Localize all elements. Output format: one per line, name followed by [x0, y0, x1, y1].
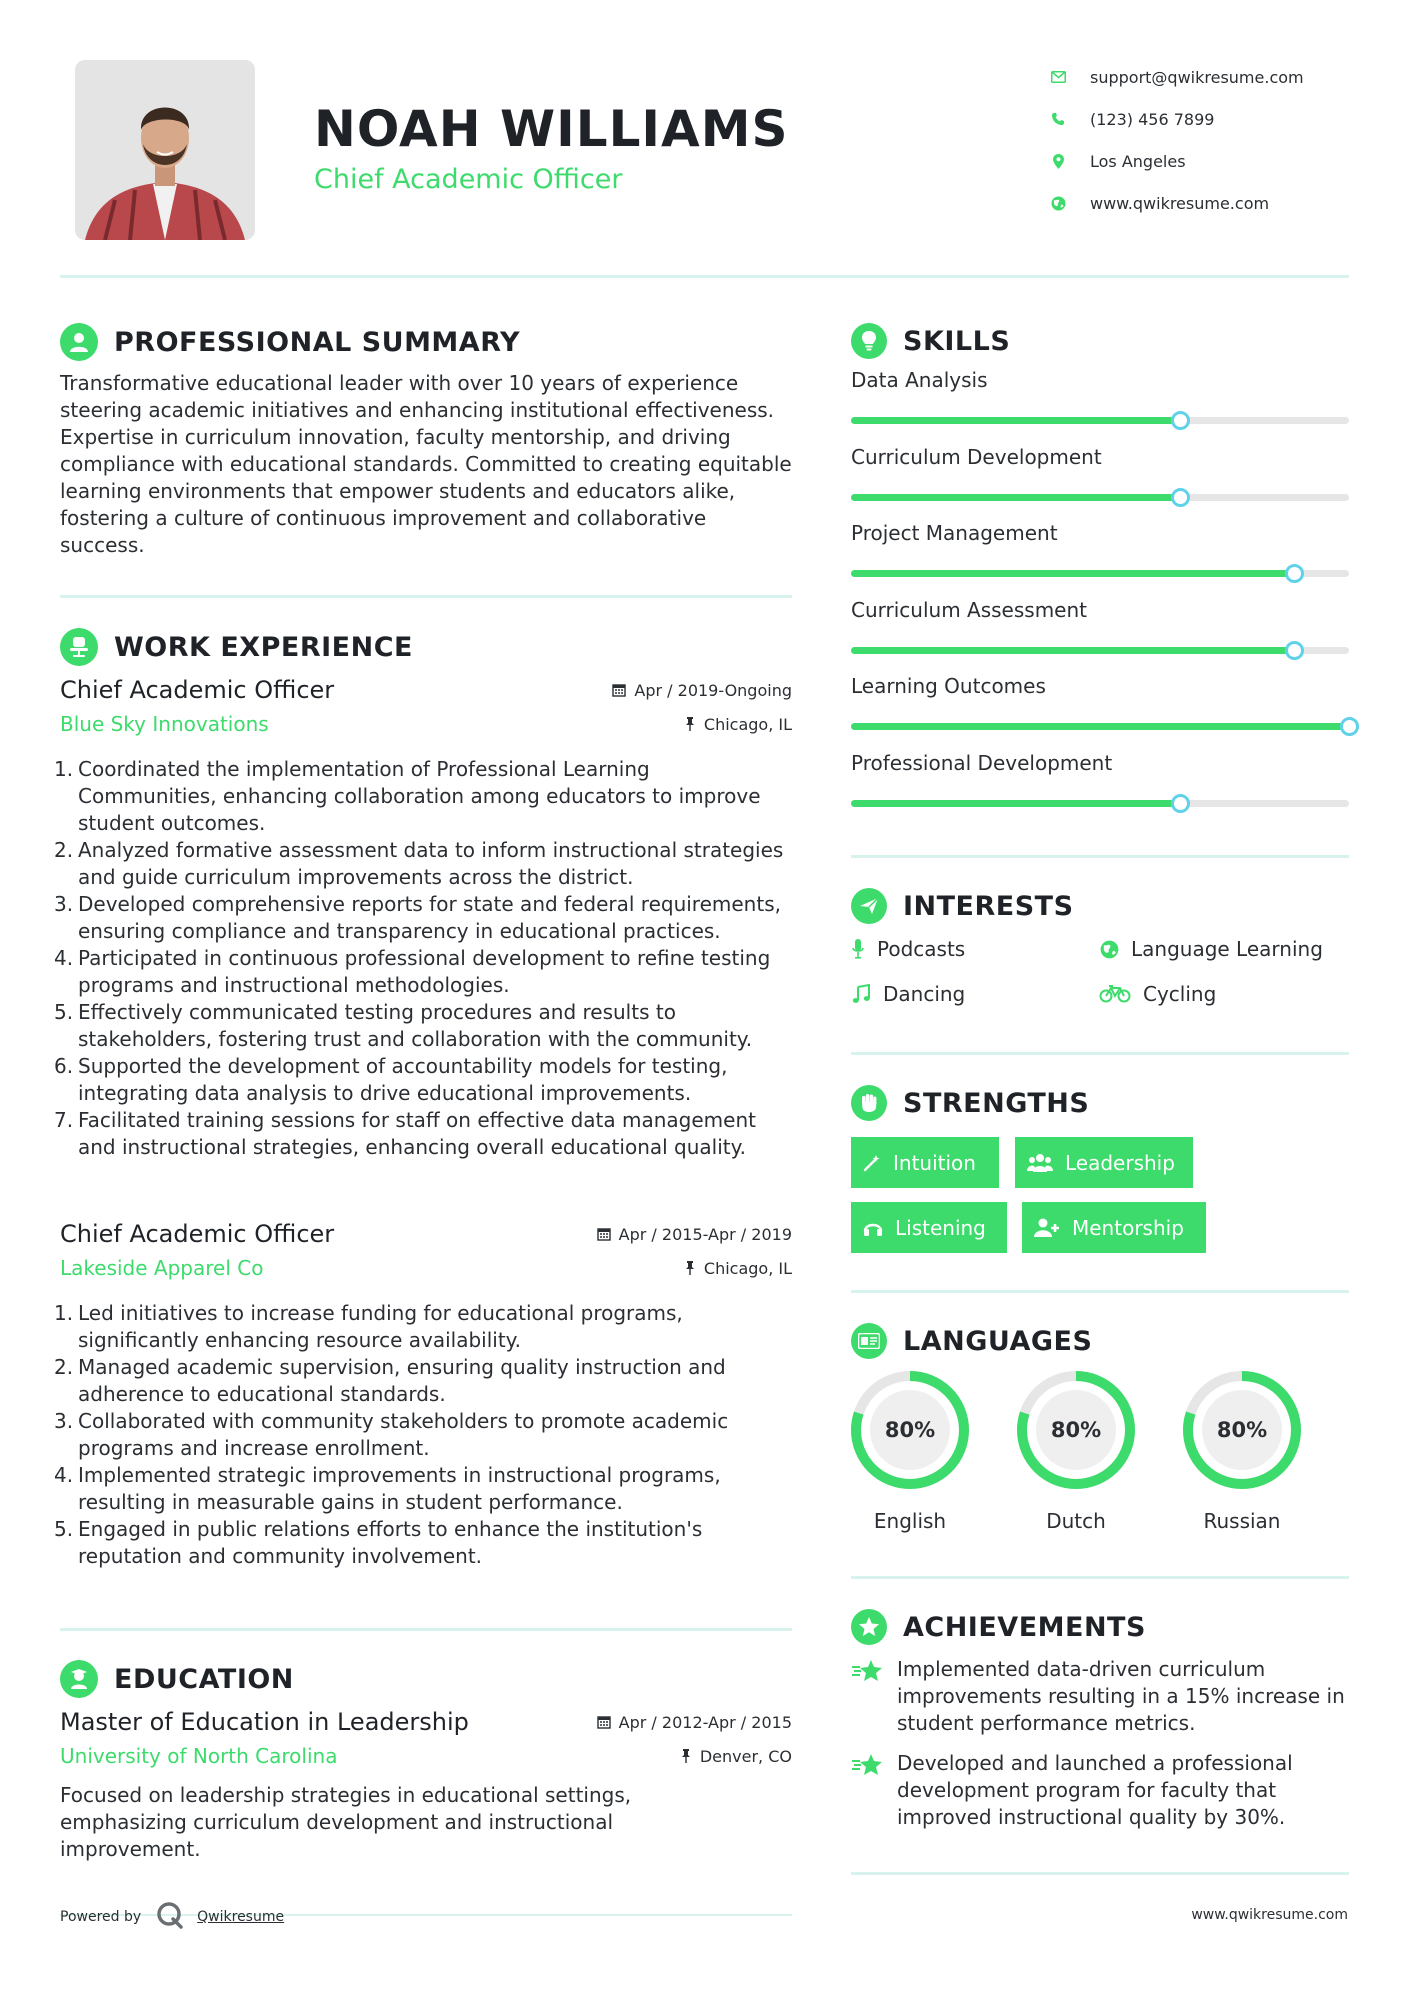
strengths-title: STRENGTHS — [903, 1087, 1090, 1119]
job-company: Blue Sky Innovations — [60, 712, 269, 736]
footer-website[interactable]: www.qwikresume.com — [1191, 1907, 1348, 1923]
degree-title: Master of Education in Leadership — [60, 1708, 469, 1736]
skill-item — [851, 368, 1349, 445]
interests-heading — [851, 888, 1074, 924]
skill-fill — [851, 800, 1180, 807]
calendar-icon — [612, 683, 626, 697]
summary-text: Transformative educational leader with over 10 years of experience steering academic initiatives and enhancing institutional effectiveness. Expertise in curriculum innovation, faculty mentorship, and driving compliance with educational standards. Committed to creating equitable learning environments that empower students and educators alike, fostering a culture of continuous improvement and collaborative success. — [60, 371, 792, 557]
education-description: Focused on leadership strategies in educational settings, emphasizing curriculum development and instructional improvement. — [60, 1783, 632, 1861]
job-dates-text: Apr / 2015-Apr / 2019 — [618, 1224, 792, 1244]
globe-icon — [1050, 195, 1066, 211]
list-item: Participated in continuous professional development to refine testing programs and instructional methodologies. — [78, 946, 771, 997]
list-item: Developed comprehensive reports for state and federal requirements, ensuring compliance and transparency in educational practices. — [78, 892, 781, 943]
header-divider — [60, 275, 1349, 278]
pin-icon — [684, 1261, 696, 1275]
list-item: Collaborated with community stakeholders to promote academic programs and increase enrollment. — [78, 1409, 729, 1460]
strength-label: Intuition — [893, 1150, 976, 1175]
qwikresume-logo-icon — [155, 1900, 185, 1934]
skill-track — [851, 494, 1349, 501]
language-percent: 80% — [884, 1418, 936, 1442]
calendar-icon — [597, 1227, 611, 1241]
language-dutch — [1015, 1369, 1137, 1533]
language-name: Russian — [1203, 1509, 1281, 1533]
headphones-icon — [863, 1219, 883, 1237]
strength-label: Leadership — [1065, 1150, 1175, 1175]
education-location — [680, 1747, 792, 1766]
contact-email-text: support@qwikresume.com — [1090, 67, 1304, 87]
magic-wand-icon — [863, 1154, 881, 1172]
fist-icon — [851, 1085, 887, 1121]
list-item: Led initiatives to increase funding for educational programs, significantly enhancing resource availability. — [78, 1301, 683, 1352]
language-ring — [1015, 1369, 1137, 1491]
strength-label: Mentorship — [1072, 1215, 1184, 1240]
contact-website-text: www.qwikresume.com — [1090, 193, 1270, 213]
education-dates-text: Apr / 2012-Apr / 2015 — [618, 1712, 792, 1732]
skill-item — [851, 521, 1349, 598]
skills-list — [851, 368, 1349, 827]
education-title: EDUCATION — [114, 1663, 294, 1695]
language-english — [849, 1369, 971, 1533]
interest-label: Dancing — [883, 982, 966, 1006]
bicycle-icon — [1099, 983, 1131, 1005]
group-icon — [1027, 1153, 1053, 1173]
skill-track — [851, 723, 1349, 730]
language-ring — [849, 1369, 971, 1491]
skill-name: Curriculum Assessment — [851, 597, 1088, 622]
skill-track — [851, 417, 1349, 424]
job-location-text: Chicago, IL — [703, 714, 792, 734]
language-percent: 80% — [1050, 1418, 1102, 1442]
skill-item — [851, 445, 1349, 522]
language-ring — [1181, 1369, 1303, 1491]
contact-location — [1050, 140, 1380, 182]
achievement-item — [851, 1750, 1351, 1831]
location-pin-icon — [1050, 153, 1066, 169]
brand-link[interactable]: Qwikresume — [197, 1909, 285, 1925]
education-heading — [60, 1660, 294, 1698]
list-item: Managed academic supervision, ensuring quality instruction and adherence to educational standards. — [78, 1355, 726, 1406]
skill-fill — [851, 723, 1349, 730]
interest-label: Cycling — [1143, 982, 1217, 1006]
job-dates — [597, 1225, 792, 1244]
pin-icon — [680, 1749, 692, 1763]
job-dates — [612, 681, 792, 700]
job-company: Lakeside Apparel Co — [60, 1256, 264, 1280]
pin-icon — [684, 717, 696, 731]
star-badge-icon — [851, 1609, 887, 1645]
school-name: University of North Carolina — [60, 1744, 338, 1768]
language-russian — [1181, 1369, 1303, 1533]
star-icon — [851, 1750, 887, 1831]
job-entry-1 — [60, 676, 792, 1161]
interest-podcasts — [851, 937, 965, 961]
lightbulb-icon — [851, 323, 887, 359]
language-name: Dutch — [1046, 1509, 1106, 1533]
job-location-text: Chicago, IL — [703, 1258, 792, 1278]
list-item: Analyzed formative assessment data to inform instructional strategies and guide curriculum improvements across the district. — [78, 838, 784, 889]
achievements-divider — [851, 1872, 1349, 1875]
experience-divider — [60, 1628, 792, 1631]
contact-phone-text: (123) 456 7899 — [1090, 109, 1215, 129]
contact-location-text: Los Angeles — [1090, 151, 1186, 171]
job-entry-2 — [60, 1220, 792, 1570]
skill-fill — [851, 417, 1180, 424]
job-bullets — [60, 1300, 792, 1570]
interest-dancing — [851, 982, 965, 1006]
skill-name: Learning Outcomes — [851, 674, 1046, 698]
skill-knob[interactable] — [1171, 411, 1190, 430]
footer-branding — [60, 1900, 284, 1934]
education-entry — [60, 1708, 792, 1863]
strengths-heading — [851, 1085, 1089, 1121]
interest-label: Language Learning — [1131, 937, 1323, 961]
candidate-title: Chief Academic Officer — [314, 164, 623, 195]
languages-divider — [851, 1576, 1349, 1579]
strength-tag-intuition — [851, 1137, 999, 1188]
achievement-item — [851, 1656, 1351, 1737]
job-title: Chief Academic Officer — [60, 676, 335, 704]
list-item: Facilitated training sessions for staff on effective data management and instructional strategies, enhancing overall educational quality. — [78, 1108, 756, 1159]
skill-name: Curriculum Development — [851, 444, 1102, 469]
interest-cycling — [1099, 982, 1216, 1006]
contact-website[interactable] — [1050, 182, 1380, 224]
list-item: Implemented strategic improvements in instructional programs, resulting in measurable gains in student performance. — [78, 1463, 721, 1514]
interest-label: Podcasts — [877, 937, 966, 961]
skills-divider — [851, 855, 1349, 858]
languages-heading — [851, 1323, 1092, 1359]
email-icon — [1050, 69, 1066, 85]
strength-tag-listening — [851, 1202, 1007, 1253]
job-location — [684, 1259, 792, 1278]
skill-item — [851, 598, 1349, 675]
strength-label: Listening — [895, 1215, 986, 1240]
user-plus-icon — [1034, 1218, 1060, 1238]
education-location-text: Denver, CO — [699, 1746, 792, 1766]
job-title: Chief Academic Officer — [60, 1220, 335, 1248]
language-card-icon — [851, 1323, 887, 1359]
achievements-heading — [851, 1609, 1146, 1645]
star-icon — [851, 1656, 887, 1737]
strength-tag-mentorship — [1022, 1202, 1206, 1253]
language-name: English — [873, 1509, 947, 1533]
skill-fill — [851, 647, 1294, 654]
skill-item — [851, 674, 1349, 751]
powered-by-label: Powered by — [60, 1909, 142, 1925]
phone-icon — [1050, 111, 1066, 127]
summary-divider — [60, 595, 792, 598]
list-item: Effectively communicated testing procedures and results to stakeholders, fostering trust and collaboration with the community. — [78, 1000, 753, 1051]
interests-title: INTERESTS — [903, 890, 1074, 922]
skill-knob[interactable] — [1285, 641, 1304, 660]
skill-track — [851, 800, 1349, 807]
user-icon — [60, 323, 98, 361]
chair-icon — [60, 628, 98, 666]
experience-title: WORK EXPERIENCE — [114, 631, 413, 663]
job-location — [684, 715, 792, 734]
skills-title: SKILLS — [903, 325, 1011, 357]
paper-plane-icon — [851, 888, 887, 924]
contact-list — [1050, 56, 1380, 224]
skill-name: Project Management — [851, 521, 1058, 545]
contact-phone[interactable] — [1050, 98, 1380, 140]
interests-divider — [851, 1052, 1349, 1055]
microphone-icon — [851, 938, 865, 960]
skill-track — [851, 647, 1349, 654]
languages-title: LANGUAGES — [903, 1325, 1093, 1357]
list-item: Engaged in public relations efforts to enhance the institution's reputation and community involvement. — [78, 1517, 703, 1568]
achievement-text: Developed and launched a professional development program for faculty that improved instructional quality by 30%. — [897, 1751, 1293, 1829]
skill-name: Professional Development — [851, 750, 1113, 775]
skill-item — [851, 751, 1349, 828]
skills-heading — [851, 323, 1010, 359]
strengths-divider — [851, 1290, 1349, 1293]
profile-photo — [75, 60, 255, 240]
summary-title: PROFESSIONAL SUMMARY — [114, 326, 521, 358]
skill-fill — [851, 494, 1180, 501]
experience-heading — [60, 628, 413, 666]
skill-track — [851, 570, 1349, 577]
music-note-icon — [851, 983, 871, 1005]
skill-knob[interactable] — [1171, 488, 1190, 507]
achievement-text: Implemented data-driven curriculum improvements resulting in a 15% increase in student performance metrics. — [897, 1657, 1345, 1735]
summary-heading — [60, 323, 520, 361]
skill-name: Data Analysis — [851, 368, 988, 392]
contact-email[interactable] — [1050, 56, 1380, 98]
education-dates — [597, 1713, 792, 1732]
calendar-icon — [597, 1715, 611, 1729]
list-item: Coordinated the implementation of Professional Learning Communities, enhancing collaboration among educators to improve student outcomes. — [78, 757, 761, 835]
language-percent: 80% — [1216, 1418, 1268, 1442]
candidate-name: NOAH WILLIAMS — [314, 100, 789, 158]
strength-tag-leadership — [1015, 1137, 1193, 1188]
skill-fill — [851, 570, 1294, 577]
skill-knob[interactable] — [1285, 564, 1304, 583]
globe-icon — [1099, 938, 1119, 960]
skill-knob[interactable] — [1340, 717, 1359, 736]
achievements-title: ACHIEVEMENTS — [903, 1611, 1146, 1643]
list-item: Supported the development of accountability models for testing, integrating data analysis to drive educational improvements. — [78, 1054, 728, 1105]
graduate-icon — [60, 1660, 98, 1698]
job-bullets — [60, 756, 792, 1161]
skill-knob[interactable] — [1171, 794, 1190, 813]
job-dates-text: Apr / 2019-Ongoing — [634, 680, 792, 700]
interest-language-learning — [1099, 937, 1323, 961]
